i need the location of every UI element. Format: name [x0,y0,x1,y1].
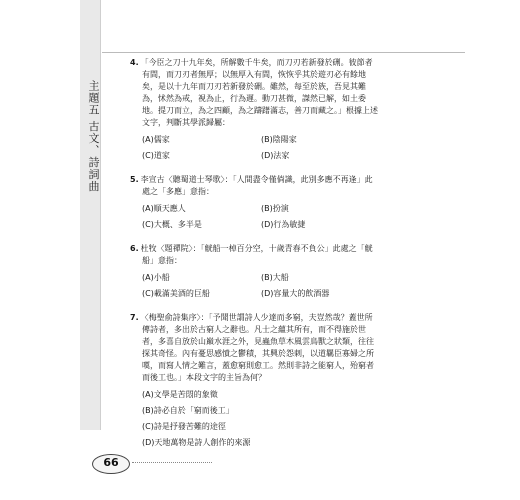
question-text: 李宣古〈聽蜀道士琴歌〉：「人間盡令僅倘識，此別多應不再逢」此處之「多應」意指： [140,175,373,196]
side-rule [80,0,101,430]
question-text: 杜牧〈題禪院〉：「觥船一棹百分空，十歲青春不負公」此處之「觥船」意指： [140,244,373,265]
question-number: 7. [130,313,139,322]
option-c[interactable]: (C)載滿美酒的巨船 [142,289,210,298]
option-b[interactable]: (B)詩必自於「窮而後工」 [142,406,234,415]
option-a[interactable]: (A)小船 [142,273,170,282]
question-4 [130,57,380,164]
question-list [130,57,380,461]
option-c[interactable]: (C)大概、多半是 [142,220,202,229]
option-list [130,387,380,451]
option-a[interactable]: (A)文學是苦悶的象徵 [142,390,218,399]
question-7 [130,312,380,451]
option-a[interactable]: (A)順天應人 [142,204,186,213]
page-number-leader [132,462,212,463]
question-stem [130,243,380,267]
question-number: 6. [130,244,139,253]
question-number: 5. [130,175,139,184]
question-number: 4. [130,58,139,67]
option-b[interactable]: (B)大船 [261,273,289,282]
question-text: 「今臣之刀十九年矣，所解數千牛矣，而刀刃若新發於硎。彼節者有間，而刀刃者無厚；以無厚入有間，恢恢乎其於遊刃必有餘地矣，是以十九年而刀刃若新發於硎。雖然，每至於族，吾見其難為，怵然為戒，視為止，行為遲。動刀甚微，謋然已解，如土委地。提刀而立，為之四顧，為之躊躇滿志，善刀而藏之。」根據上述文字，判斷其學派歸屬： [140,58,378,127]
option-grid [130,201,380,233]
page-number: 66 [103,456,119,469]
header-divider [102,52,465,53]
option-grid [130,132,380,164]
option-d[interactable]: (D)法家 [261,151,290,160]
option-d[interactable]: (D)天地萬物是詩人創作的來源 [142,438,251,447]
question-6 [130,243,380,302]
option-a[interactable]: (A)儒家 [142,135,170,144]
question-text: 〈梅聖俞詩集序〉：「予聞世謂詩人少達而多窮，夫豈然哉？蓋世所傳詩者，多出於古窮人之辭也。凡士之蘊其所有，而不得施於世者，多喜自放於山巔水涯之外，見蟲魚草木風雲鳥獸之狀類，往往探其奇怪。內有憂思感憤之鬱積，其興於怨刺，以道羈臣寡婦之所嘆，而寫人情之難言，蓋愈窮則愈工。然則非詩之能窮人，殆窮者而後工也。」本段文字的主旨為何？ [140,313,374,382]
option-b[interactable]: (B)陰陽家 [261,135,297,144]
question-5 [130,174,380,233]
page-number-badge [92,454,132,472]
question-stem [130,312,380,384]
question-stem [130,57,380,129]
option-grid [130,270,380,302]
option-d[interactable]: (D)容量大的飲酒器 [261,289,330,298]
option-c[interactable]: (C)詩是抒發苦難的途徑 [142,422,226,431]
unit-title: 主題五 古文、詩詞曲 [87,80,100,193]
question-stem [130,174,380,198]
option-b[interactable]: (B)扮演 [261,204,289,213]
option-c[interactable]: (C)道家 [142,151,170,160]
option-d[interactable]: (D)行為敏捷 [261,220,306,229]
